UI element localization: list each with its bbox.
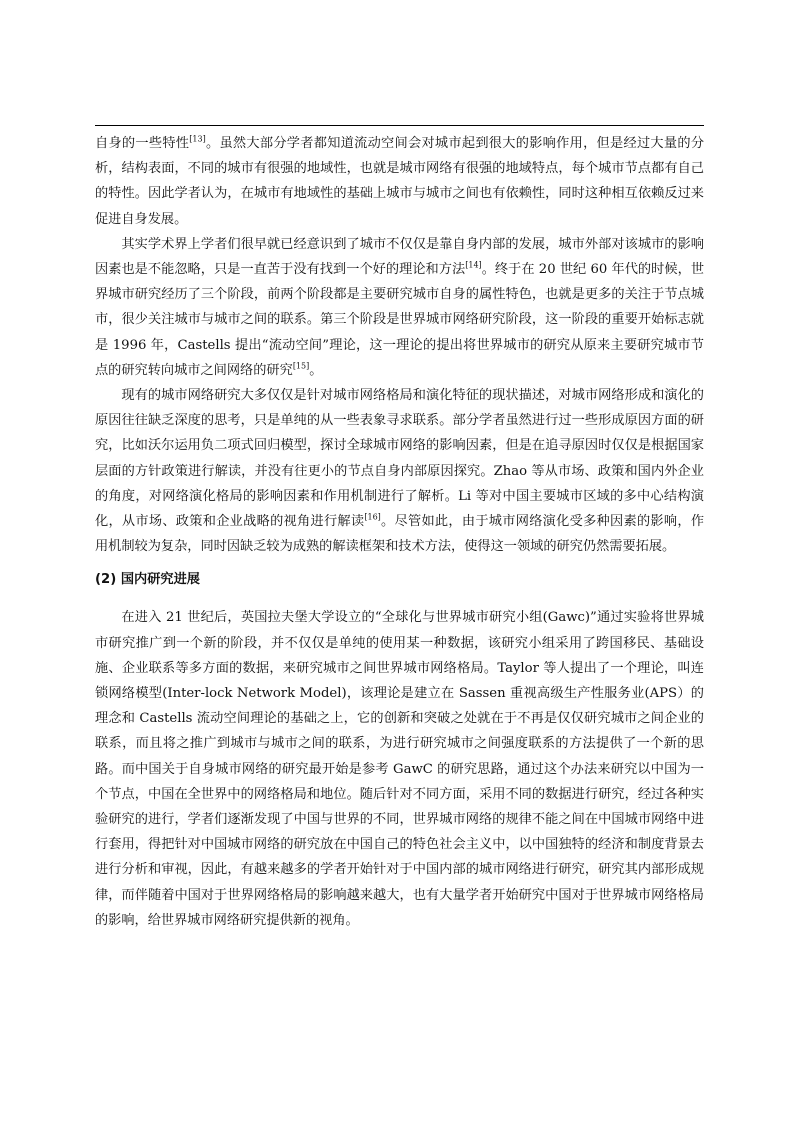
paragraph-1-text-b: 。虽然大部分学者都知道流动空间会对城市起到很大的影响作用，但是经过大量的分析，结构表面，不同的城市有很强的地域性，也就是城市网络有很强的地域特点，每个城市节点都有自己的特性。因此学者认为，在城市有地域性的基础上城市与城市之间也有依赖性，同时这种相互依赖反过来促进自身发展。 — [95, 136, 705, 227]
header-rule — [95, 125, 704, 126]
citation-13: [13] — [189, 134, 206, 144]
paragraph-1 — [95, 131, 704, 232]
heading-gap — [95, 591, 704, 605]
paragraph-2-text-b: 。终于在 20 世纪 60 年代的时候，世界城市研究经历了三个阶段，前两个阶段都是主要研究城市自身的属性特色，也就是更多的关注于节点城市，很少关注城市与城市之间的联系。第三个阶段是世界城市网络研究阶段，这一阶段的重要开始标志就是 1996 年，Castells 提出“流动空间”理论，这一理论的提出将世界城市的研究从原来主要研究城市节点的研究转向城市之间网络的研究 — [95, 262, 705, 378]
paragraph-2-text-a: 其实学术界上学者们很早就已经意识到了城市不仅仅是靠自身内部的发展，城市外部对该城市的影响因素也是不能忽略，只是一直苦于没有找到一个好的理论和方法 — [95, 236, 704, 278]
citation-15: [15] — [292, 361, 310, 371]
section-heading: (2) 国内研究进展 — [95, 572, 200, 588]
paragraph-1-text-a: 自身的一些特性 — [95, 136, 190, 151]
section-gap — [95, 559, 704, 569]
paragraph-3 — [95, 383, 704, 559]
citation-16: [16] — [364, 512, 381, 522]
citation-14: [14] — [465, 260, 482, 270]
paragraph-2-text-c: 。 — [309, 362, 323, 378]
paragraph-3-text-b: 。尽管如此，由于城市网络演化受多种因素的影响，作用机制较为复杂，同时因缺乏较为成熟的解读框架和技术方法，使得这一领域的研究仍然需要拓展。 — [95, 514, 705, 555]
paragraph-4: 在进入 21 世纪后，英国拉夫堡大学设立的“全球化与世界城市研究小组(Gawc)”通过实验将世界城市研究推广到一个新的阶段，并不仅仅是单纯的使用某一种数据，该研究小组采用了跨国移民、基础设施、企业联系等多方面的数据，来研究城市之间世界城市网络格局。Taylor 等人提出了一个理论，叫连锁网络模型(Inter-lock Network Model)，该理论是建立在 Sassen 重视高级生产性服务业(APS）的理念和 Castells 流动空间理论的基础之上，它的创新和突破之处就在于不再是仅仅研究城市之间企业的联系，而且将之推广到城市与城市之间的联系，为进行研究城市之间强度联系的方法提供了一个新的思路。而中国关于自身城市网络的研究最开始是参考 GawC 的研究思路，通过这个办法来研究以中国为一个节点，中国在全世界中的网络格局和地位。随后针对不同方面，采用不同的数据进行研究，经过各种实验研究的进行，学者们逐渐发现了中国与世界的不同，世界城市网络的规律不能之间在中国城市网络中进行套用，得把针对中国城市网络的研究放在中国自己的特色社会主义中，以中国独特的经济和制度背景去进行分析和审视，因此，有越来越多的学者开始针对于中国内部的城市网络进行研究，研究其内部形成规律，而伴随着中国对于世界网络格局的影响越来越大，也有大量学者开始研究中国对于世界城市网络格局的影响，给世界城市网络研究提供新的视角。 — [95, 610, 704, 928]
paragraph-2 — [95, 232, 704, 383]
paragraph-3-text-a: 现有的城市网络研究大多仅仅是针对城市网络格局和演化特征的现状描述，对城市网络形成和演化的原因往往缺乏深度的思考，只是单纯的从一些表象寻求联系。部分学者虽然进行过一些形成原因方面的研究，比如沃尔运用负二项式回归模型，探讨全球城市网络的影响因素，但是在追寻原因时仅仅是根据国家层面的方针政策进行解读，并没有往更小的节点自身内部原因探究。Zhao 等从市场、政策和国内外企业的角度，对网络演化格局的影响因素和作用机制进行了解析。Li 等对中国主要城市区域的多中心结构演化，从市场、政策和企业战略的视角进行解读 — [95, 388, 704, 530]
body-text — [95, 131, 704, 933]
